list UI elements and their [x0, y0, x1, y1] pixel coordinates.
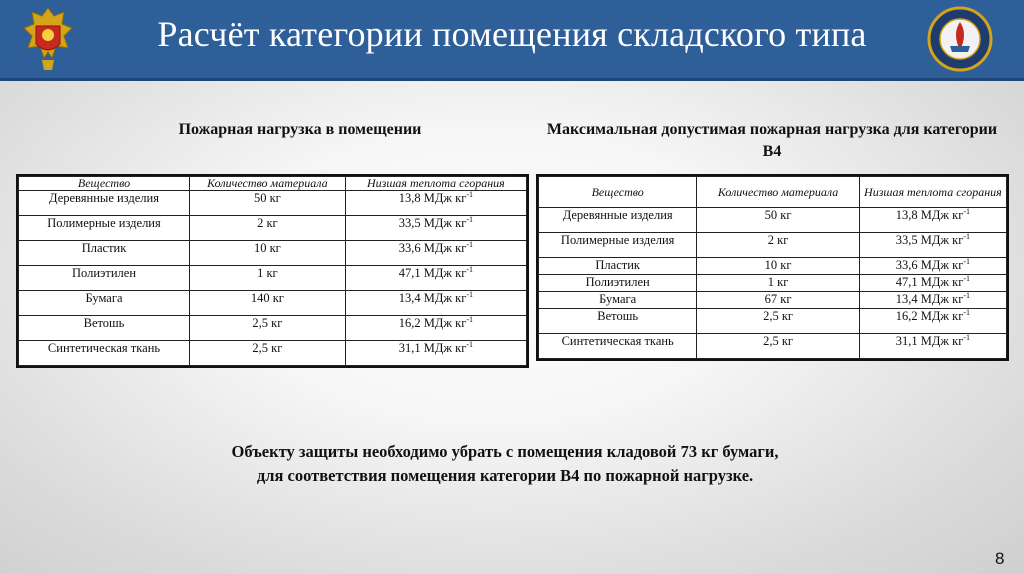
- cell-heat: [345, 291, 526, 316]
- cell-heat: [345, 216, 526, 241]
- cell-substance: Полимерные изделия: [19, 216, 190, 241]
- cell-heat: [859, 275, 1006, 292]
- cell-substance: Синтетическая ткань: [19, 341, 190, 366]
- conclusion-line-1: Объекту защиты необходимо убрать с помещения кладовой 73 кг бумаги,: [231, 442, 779, 461]
- max-fire-load-table: [538, 176, 1007, 359]
- cell-heat: [859, 233, 1006, 258]
- cell-substance: Деревянные изделия: [19, 191, 190, 216]
- cell-substance: Бумага: [19, 291, 190, 316]
- unit-exponent: -1: [963, 332, 971, 342]
- page-title: Расчёт категории помещения складского типа: [157, 14, 867, 54]
- conclusion-text: [90, 440, 920, 488]
- column-header-substance: Вещество: [19, 177, 190, 191]
- table-row: [19, 191, 527, 216]
- cell-substance: Деревянные изделия: [539, 208, 697, 233]
- heat-value: 47,1 МДж кг: [398, 266, 467, 280]
- table-row: [19, 316, 527, 341]
- heat-value: 16,2 МДж кг: [895, 309, 964, 323]
- cell-quantity: 10 кг: [697, 258, 859, 275]
- heat-value: 31,1 МДж кг: [398, 341, 467, 355]
- column-header-substance: Вещество: [539, 177, 697, 208]
- column-header-quantity: Количество материала: [697, 177, 859, 208]
- cell-quantity: 50 кг: [697, 208, 859, 233]
- right-table-title: Максимальная допустимая пожарная нагрузка для категории В4: [546, 121, 998, 160]
- unit-exponent: -1: [963, 206, 971, 216]
- cell-heat: [859, 208, 1006, 233]
- cell-heat: [345, 191, 526, 216]
- unit-exponent: -1: [466, 239, 474, 249]
- page-number: 8: [995, 549, 1005, 568]
- table-row: [19, 216, 527, 241]
- cell-quantity: 1 кг: [697, 275, 859, 292]
- cell-substance: Полиэтилен: [19, 266, 190, 291]
- slide-header: [0, 0, 1024, 81]
- cell-quantity: 2 кг: [190, 216, 346, 241]
- cell-heat: [859, 309, 1006, 334]
- table-row: [539, 233, 1007, 258]
- unit-exponent: -1: [963, 290, 971, 300]
- column-header-heat: Низшая теплота сгорания: [859, 177, 1006, 208]
- cell-heat: [345, 241, 526, 266]
- department-emblem-icon: [920, 6, 1000, 72]
- unit-exponent: -1: [466, 214, 474, 224]
- table-row: [19, 266, 527, 291]
- unit-exponent: -1: [466, 189, 474, 199]
- heat-value: 13,4 МДж кг: [398, 291, 467, 305]
- table-row: [539, 208, 1007, 233]
- cell-substance: Пластик: [539, 258, 697, 275]
- cell-quantity: 50 кг: [190, 191, 346, 216]
- cell-substance: Полиэтилен: [539, 275, 697, 292]
- left-table-body: [19, 191, 527, 366]
- heat-value: 13,8 МДж кг: [398, 191, 467, 205]
- table-row: [539, 292, 1007, 309]
- table-row: [539, 334, 1007, 359]
- unit-exponent: -1: [466, 339, 474, 349]
- cell-quantity: 2,5 кг: [697, 309, 859, 334]
- heat-value: 13,4 МДж кг: [895, 292, 964, 306]
- cell-heat: [345, 266, 526, 291]
- cell-heat: [859, 292, 1006, 309]
- cell-quantity: 10 кг: [190, 241, 346, 266]
- unit-exponent: -1: [963, 231, 971, 241]
- heat-value: 33,5 МДж кг: [895, 233, 964, 247]
- table-row: [539, 258, 1007, 275]
- cell-quantity: 2,5 кг: [697, 334, 859, 359]
- conclusion-line-2: для соответствия помещения категории В4 по пожарной нагрузке.: [256, 466, 754, 485]
- heat-value: 33,6 МДж кг: [895, 258, 964, 272]
- fire-load-table: [18, 176, 527, 366]
- cell-quantity: 1 кг: [190, 266, 346, 291]
- cell-substance: Пластик: [19, 241, 190, 266]
- table-row: [19, 291, 527, 316]
- cell-heat: [859, 258, 1006, 275]
- cell-heat: [345, 316, 526, 341]
- table-row: [539, 275, 1007, 292]
- column-header-heat: Низшая теплота сгорания: [345, 177, 526, 191]
- unit-exponent: -1: [963, 256, 971, 266]
- table-row: [19, 341, 527, 366]
- unit-exponent: -1: [466, 289, 474, 299]
- cell-quantity: 67 кг: [697, 292, 859, 309]
- right-table-body: [539, 208, 1007, 359]
- cell-quantity: 2 кг: [697, 233, 859, 258]
- cell-quantity: 140 кг: [190, 291, 346, 316]
- unit-exponent: -1: [963, 307, 971, 317]
- left-table-title: Пожарная нагрузка в помещении: [178, 121, 422, 138]
- cell-substance: Полимерные изделия: [539, 233, 697, 258]
- table-header-row: [19, 177, 527, 191]
- cell-heat: [859, 334, 1006, 359]
- heat-value: 16,2 МДж кг: [398, 316, 467, 330]
- cell-substance: Ветошь: [19, 316, 190, 341]
- table-header-row: [539, 177, 1007, 208]
- heat-value: 33,5 МДж кг: [398, 216, 467, 230]
- heat-value: 33,6 МДж кг: [398, 241, 467, 255]
- cell-quantity: 2,5 кг: [190, 316, 346, 341]
- unit-exponent: -1: [963, 273, 971, 283]
- table-row: [539, 309, 1007, 334]
- heat-value: 31,1 МДж кг: [895, 334, 964, 348]
- cell-substance: Ветошь: [539, 309, 697, 334]
- cell-substance: Бумага: [539, 292, 697, 309]
- heat-value: 47,1 МДж кг: [895, 275, 964, 289]
- unit-exponent: -1: [466, 264, 474, 274]
- unit-exponent: -1: [466, 314, 474, 324]
- cell-heat: [345, 341, 526, 366]
- column-header-quantity: Количество материала: [190, 177, 346, 191]
- cell-quantity: 2,5 кг: [190, 341, 346, 366]
- heat-value: 13,8 МДж кг: [895, 208, 964, 222]
- table-row: [19, 241, 527, 266]
- cell-substance: Синтетическая ткань: [539, 334, 697, 359]
